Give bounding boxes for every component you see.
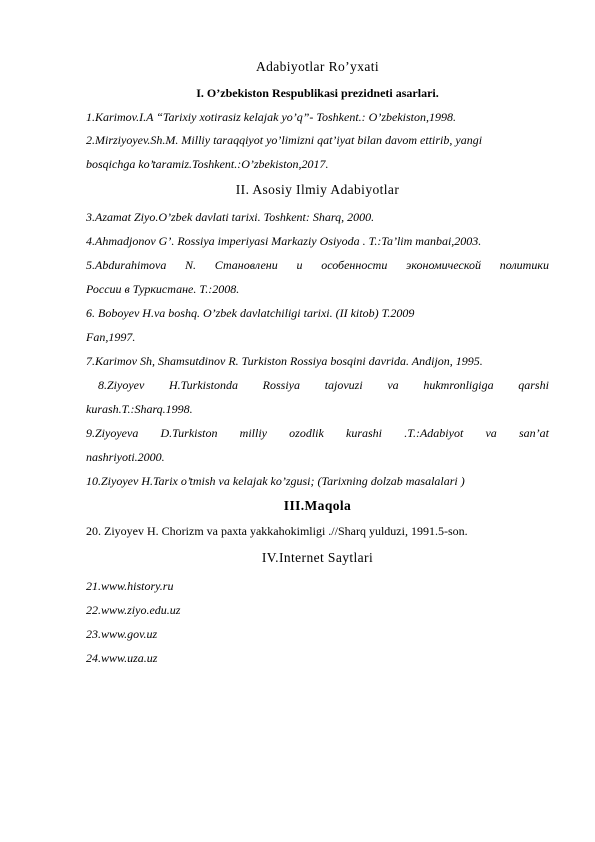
word: D.Turkiston [160, 426, 218, 440]
word: va [485, 426, 497, 440]
word: 8.Ziyoyev [98, 378, 145, 392]
reference-item-4: 4.Ahmadjonov G’. Rossiya imperiyasi Markaziy Osiyoda . T.:Ta’lim manbai,2003. [86, 234, 482, 248]
word: Становлени [214, 258, 278, 272]
reference-item-22: 22.www.ziyo.edu.uz [86, 603, 181, 617]
word: .T.:Adabiyot [404, 426, 464, 440]
word: Rossiya [262, 378, 301, 392]
word: 9.Ziyoyeva [86, 426, 139, 440]
word: экономической [406, 258, 482, 272]
section-heading-presidential-works: I. O’zbekiston Respublikasi prezidneti asarlari. [196, 86, 439, 100]
reference-item-9-cont: nashriyoti.2000. [86, 450, 165, 464]
word: qarshi [518, 378, 549, 392]
section-heading-internet-sites: IV.Internet Saytlari [261, 550, 374, 565]
reference-item-7: 7.Karimov Sh, Shamsutdinov R. Turkiston Rossiya bosqini davrida. Andijon, 1995. [86, 354, 483, 368]
reference-item-23: 23.www.gov.uz [86, 627, 158, 641]
reference-item-5 [86, 258, 549, 273]
word: san’at [518, 426, 549, 440]
word: особенности [321, 258, 388, 272]
reference-item-6: 6. Boboyev H.va boshq. O’zbek davlatchiligi tarixi. (II kitob) T.2009 [86, 306, 415, 320]
reference-item-21: 21.www.history.ru [86, 579, 174, 593]
word: hukmronligiga [423, 378, 494, 392]
reference-item-20: 20. Ziyoyev H. Chorizm va paxta yakkahokimligi .//Sharq yulduzi, 1991.5-son. [86, 524, 468, 538]
reference-item-3: 3.Azamat Ziyo.O’zbek davlati tarixi. Toshkent: Sharq, 2000. [86, 210, 375, 224]
reference-item-6-cont: Fan,1997. [86, 330, 136, 344]
word: политики [499, 258, 549, 272]
reference-item-1: 1.Karimov.I.A “Tarixiy xotirasiz kelajak yo’q”- Toshkent.: O’zbekiston,1998. [86, 110, 456, 124]
reference-item-24: 24.www.uza.uz [86, 651, 158, 665]
word: tajovuzi [324, 378, 363, 392]
word: va [387, 378, 399, 392]
word: kurashi [346, 426, 383, 440]
section-heading-main-literature: II. Asosiy Ilmiy Adabiyotlar [235, 182, 400, 197]
reference-item-8-cont: kurash.T.:Sharq.1998. [86, 402, 193, 416]
reference-item-2: 2.Mirziyoyev.Sh.M. Milliy taraqqiyot yo’limizni qat’iyat bilan davom ettirib, yangi [86, 133, 483, 147]
reference-item-9 [86, 426, 549, 441]
reference-item-8 [98, 378, 549, 393]
section-heading-articles: III.Maqola [283, 498, 352, 513]
word: milliy [239, 426, 267, 440]
reference-item-5-cont: России в Туркистане. Т.:2008. [86, 282, 240, 296]
word: и [296, 258, 303, 272]
reference-item-10: 10.Ziyoyev H.Tarix o’tmish va kelajak ko’zgusi; (Tarixning dolzab masalalari ) [86, 474, 465, 488]
word: H.Turkistonda [168, 378, 238, 392]
reference-item-2-cont: bosqichga ko’taramiz.Toshkent.:O’zbekiston,2017. [86, 157, 329, 171]
word: ozodlik [289, 426, 324, 440]
word: N. [185, 258, 197, 272]
word: 5.Abdurahimova [86, 258, 167, 272]
page-title: Adabiyotlar Ro’yxati [255, 59, 380, 74]
